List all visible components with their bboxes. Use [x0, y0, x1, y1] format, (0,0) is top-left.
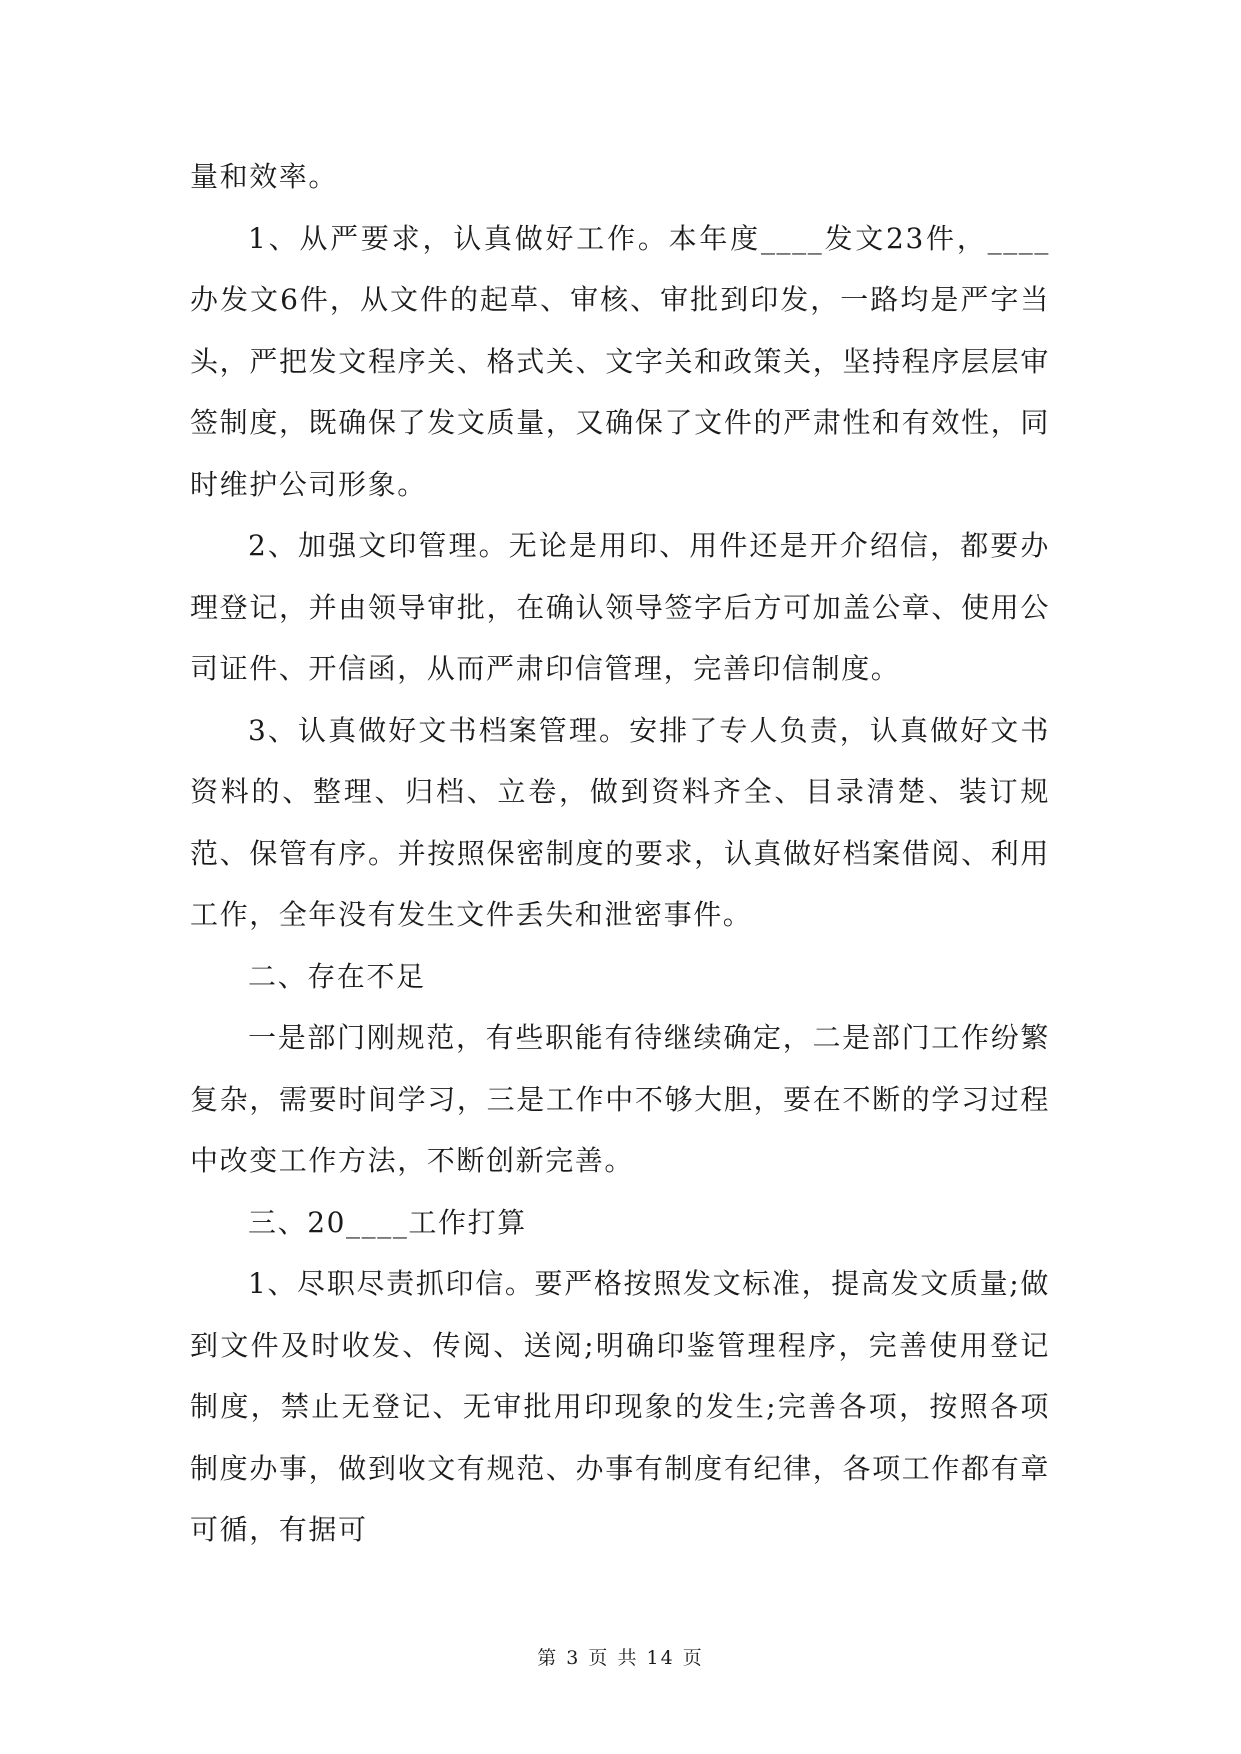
paragraph-archive-management: 3、认真做好文书档案管理。安排了专人负责，认真做好文书资料的、整理、归档、立卷，做到资料齐全、目录清楚、装订规范、保管有序。并按照保密制度的要求，认真做好档案借阅、利用工作，全年没有发生文件丢失和泄密事件。 — [190, 713, 1050, 931]
document-body — [190, 146, 1050, 1561]
paragraph-seal-duties: 1、尽职尽责抓印信。要严格按照发文标准，提高发文质量;做到文件及时收发、传阅、送阅;明确印鉴管理程序，完善使用登记制度，禁止无登记、无审批用印现象的发生;完善各项，按照各项制度办事，做到收文有规范、办事有制度有纪律，各项工作都有章可循，有据可 — [190, 1267, 1050, 1546]
paragraph-print-management: 2、加强文印管理。无论是用印、用件还是开介绍信，都要办理登记，并由领导审批，在确认领导签字后方可加盖公章、使用公司证件、开信函，从而严肃印信管理，完善印信制度。 — [190, 529, 1050, 685]
paragraph-shortcomings: 一是部门刚规范，有些职能有待继续确定，二是部门工作纷繁复杂，需要时间学习，三是工作中不够大胆，要在不断的学习过程中改变工作方法，不断创新完善。 — [190, 1021, 1050, 1177]
paragraph-continuation: 量和效率。 — [190, 160, 339, 193]
section-heading-shortcomings: 二、存在不足 — [248, 959, 426, 993]
page-number-footer: 第 3 页 共 14 页 — [537, 1647, 704, 1669]
paragraph-strict-requirements: 1、从严要求，认真做好工作。本年度____发文23件，____办发文6件，从文件的起草、审核、审批到印发，一路均是严字当头，严把发文程序关、格式关、文字关和政策关，坚持程序层层审签制度，既确保了发文质量，又确保了文件的严肃性和有效性，同时维护公司形象。 — [190, 221, 1050, 501]
section-heading-work-plan: 三、20____工作打算 — [248, 1205, 527, 1239]
